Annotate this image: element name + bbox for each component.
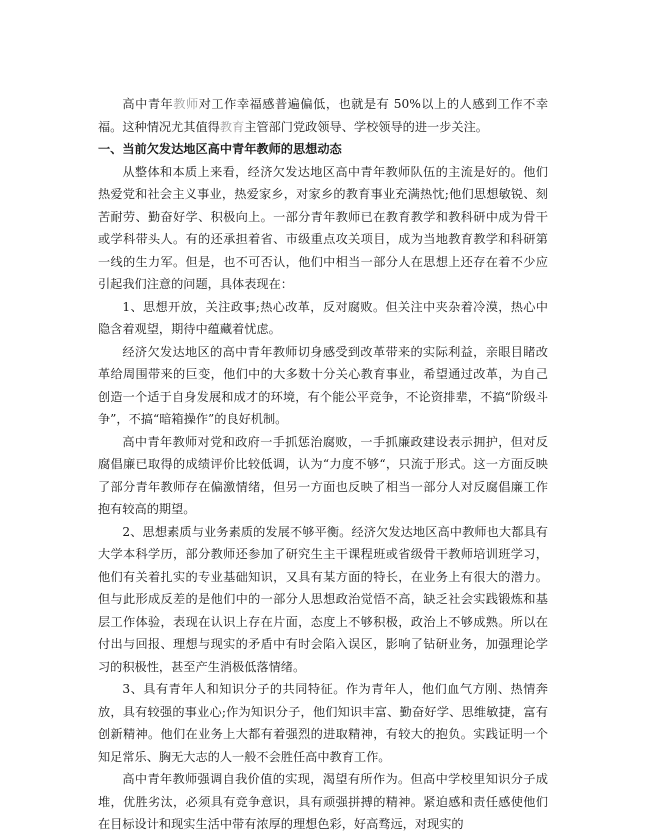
body-paragraph: 经济欠发达地区的高中青年教师切身感受到改革带来的实际利益，亲眼目睹改革给周围带来的巨变，他们中的大多数十分关心教育事业，希望通过改革，为自己创造一个适于自身发展和成才的环境，有个能公平竞争，不论资排辈，不搞“阶级斗争”，不搞“暗箱操作”的良好机制。 xyxy=(98,344,548,426)
point-3-paragraph: 3、具有青年人和知识分子的共同特征。作为青年人，他们血气方刚、热情奔放，具有较强的事业心;作为知识分子，他们知识丰富、勤奋好学、思维敏捷，富有创新精神。他们在业务上大都有着强烈的进取精神，有较大的抱负。实践证明一个知足常乐、胸无大志的人一般不会胜任高中教育工作。 xyxy=(98,682,548,764)
body-paragraph: 高中青年教师对党和政府一手抓惩治腐败，一手抓廉政建设表示拥护，但对反腐倡廉已取得的成绩评价比较低调，认为“力度不够“，只流于形式。这一方面反映了部分青年教师存在偏激情绪，但另一方面也反映了相当一部分人对反腐倡廉工作抱有较高的期望。 xyxy=(98,434,548,516)
section-heading: 一、当前欠发达地区高中青年教师的思想动态 xyxy=(98,142,342,156)
point-1-paragraph: 1、思想开放，关注政事;热心改革，反对腐败。但关注中夹杂着冷漠，热心中隐含着观望，期待中蕴藏着忧虑。 xyxy=(98,299,548,336)
intro-text-2: 对工作幸福感普遍偏低，也就是有 50%以上的人感到工作不幸福。这种情况尤其值得 xyxy=(98,97,549,134)
intro-text-3: 主管部门党政领导、学校领导的进一步关注。 xyxy=(244,119,488,134)
intro-paragraph xyxy=(98,93,548,138)
body-paragraph: 高中青年教师强调自我价值的实现，渴望有所作为。但高中学校里知识分子成堆，优胜劣汰，必须具有竞争意识，具有顽强拼搏的精神。紧迫感和责任感使他们在目标设计和现实生活中带有浓厚的理想色彩，好高骛远，对现实的 xyxy=(98,772,548,831)
intro-text-1: 高中青年 xyxy=(122,97,174,111)
intro-faded-word-2: 教育 xyxy=(219,119,245,134)
intro-faded-word-1: 教师 xyxy=(173,97,199,111)
point-2-paragraph: 2、思想素质与业务素质的发展不够平衡。经济欠发达地区高中教师也大都具有大学本科学历，部分教师还参加了研究生主干课程班或省级骨干教师培训班学习，他们有关着扎实的专业基础知识，又具有某方面的特长，在业务上有很大的潜力。但与此形成反差的是他们中的一部分人思想政治觉悟不高，缺乏社会实践锻炼和基层工作体验，表现在认识上存在片面，态度上不够积极，政治上不够成熟。所以在付出与回报、理想与现实的矛盾中有时会陷入误区，影响了钻研业务，加强理论学习的积极性，甚至产生消极低落情绪。 xyxy=(98,524,548,674)
body-paragraph: 从整体和本质上来看，经济欠发达地区高中青年教师队伍的主流是好的。他们热爱党和社会主义事业，热爱家乡，对家乡的教育事业充满热忱;他们思想敏锐、刻苦耐劳、勤奋好学、积极向上。一部分青年教师已在教育教学和教科研中成为骨干或学科带头人。有的还承担着省、市级重点攻关项目，成为当地教育教学和科研第一线的生力军。但是，也不可否认，他们中相当一部分人在思想上还存在着不少应引起我们注意的问题，具体表现在： xyxy=(98,164,548,291)
